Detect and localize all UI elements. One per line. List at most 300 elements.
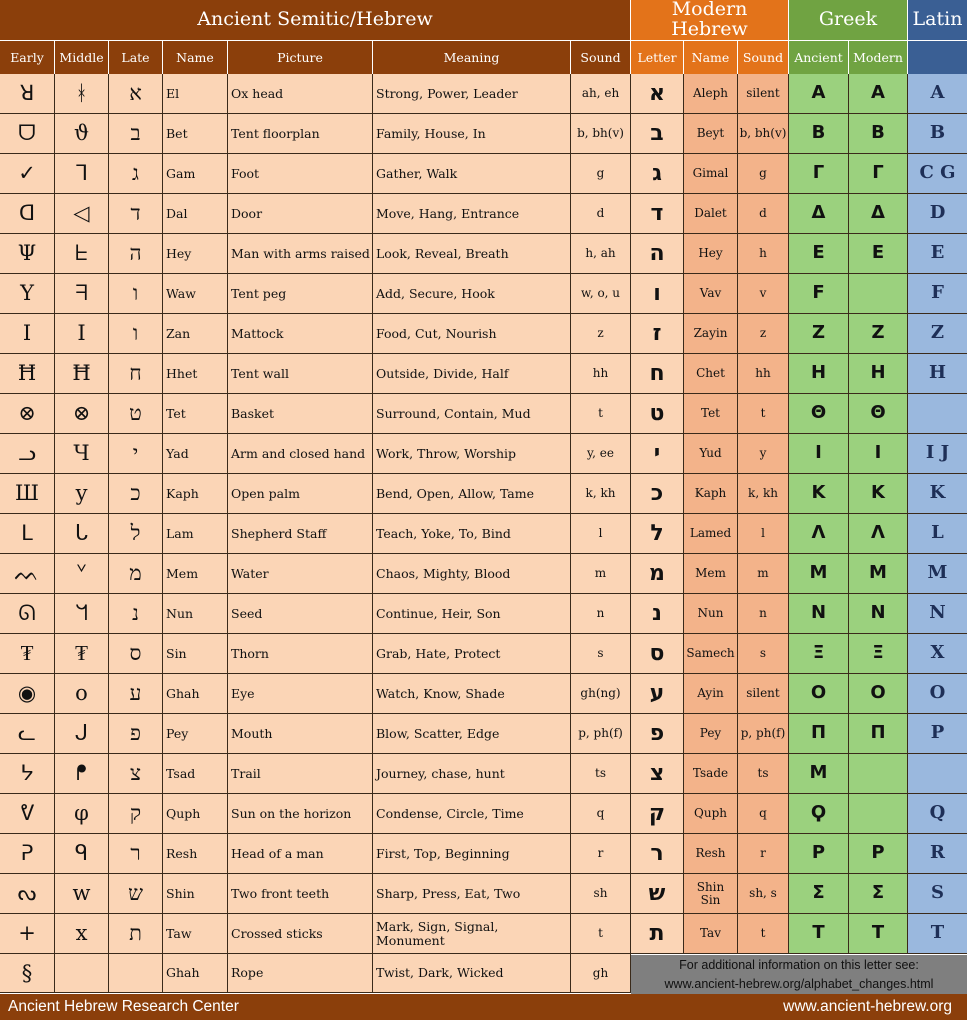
- modern-name: Beyt: [684, 114, 738, 154]
- col-header-meaning: Meaning: [373, 40, 571, 74]
- greek-modern: A: [849, 74, 908, 114]
- ancient-name: Kaph: [163, 474, 228, 514]
- late-glyph: ר: [109, 834, 163, 874]
- early-glyph: Ш: [0, 474, 55, 514]
- latin-letter: B: [908, 114, 967, 154]
- modern-name: Zayin: [684, 314, 738, 354]
- modern-sound: d: [738, 194, 789, 234]
- late-glyph: [109, 954, 163, 993]
- greek-modern: Δ: [849, 194, 908, 234]
- late-glyph: פ: [109, 714, 163, 754]
- modern-name: Ayin: [684, 674, 738, 714]
- latin-letter: S: [908, 874, 967, 914]
- early-glyph: ✓: [0, 154, 55, 194]
- modern-sound: t: [738, 394, 789, 434]
- middle-glyph: y: [55, 474, 109, 514]
- modern-letter: ע: [631, 674, 684, 714]
- modern-name: Resh: [684, 834, 738, 874]
- header-ancient-semitic: Ancient Semitic/Hebrew: [0, 0, 631, 40]
- picture-text: Seed: [228, 594, 373, 634]
- greek-modern: H: [849, 354, 908, 394]
- modern-sound: h: [738, 234, 789, 274]
- late-glyph: ל: [109, 514, 163, 554]
- ancient-sound: d: [571, 194, 631, 234]
- modern-sound: p, ph(f): [738, 714, 789, 754]
- header-latin: Latin: [908, 0, 967, 40]
- early-glyph: ⊗: [0, 394, 55, 434]
- middle-glyph: ᒍ: [55, 714, 109, 754]
- early-glyph: ᕈ: [0, 834, 55, 874]
- greek-ancient: B: [789, 114, 849, 154]
- picture-text: Head of a man: [228, 834, 373, 874]
- greek-ancient: Δ: [789, 194, 849, 234]
- modern-letter: ו: [631, 274, 684, 314]
- modern-letter: ת: [631, 914, 684, 954]
- modern-sound: r: [738, 834, 789, 874]
- modern-name: Kaph: [684, 474, 738, 514]
- greek-modern: I: [849, 434, 908, 474]
- modern-sound: y: [738, 434, 789, 474]
- col-header-early: Early: [0, 40, 55, 74]
- greek-ancient: H: [789, 354, 849, 394]
- note-line-1: For additional information on this letter see:: [679, 958, 919, 973]
- middle-glyph: w: [55, 874, 109, 914]
- picture-text: Ox head: [228, 74, 373, 114]
- modern-sound: s: [738, 634, 789, 674]
- latin-letter: H: [908, 354, 967, 394]
- latin-letter: X: [908, 634, 967, 674]
- col-header-letter: Letter: [631, 40, 684, 74]
- col-header-modern-name: Name: [684, 40, 738, 74]
- greek-ancient: K: [789, 474, 849, 514]
- picture-text: Rope: [228, 954, 373, 993]
- picture-text: Two front teeth: [228, 874, 373, 914]
- middle-glyph: Ч: [55, 434, 109, 474]
- ancient-name: Ghah: [163, 674, 228, 714]
- ancient-name: Dal: [163, 194, 228, 234]
- picture-text: Thorn: [228, 634, 373, 674]
- ancient-name: Waw: [163, 274, 228, 314]
- early-glyph: ᕓ: [0, 794, 55, 834]
- ancient-sound: hh: [571, 354, 631, 394]
- greek-modern: E: [849, 234, 908, 274]
- ancient-sound: ts: [571, 754, 631, 794]
- ancient-name: Mem: [163, 554, 228, 594]
- greek-ancient: I: [789, 434, 849, 474]
- latin-letter: A: [908, 74, 967, 114]
- early-glyph: ᨓ: [0, 554, 55, 594]
- picture-text: Man with arms raised: [228, 234, 373, 274]
- meaning-text: First, Top, Beginning: [373, 834, 571, 874]
- early-glyph: ᗜ: [0, 114, 55, 154]
- modern-name: Dalet: [684, 194, 738, 234]
- early-glyph: ᗡ: [0, 194, 55, 234]
- modern-name: Lamed: [684, 514, 738, 554]
- late-glyph: מ: [109, 554, 163, 594]
- meaning-text: Strong, Power, Leader: [373, 74, 571, 114]
- middle-glyph: Ħ: [55, 354, 109, 394]
- ancient-name: El: [163, 74, 228, 114]
- picture-text: Shepherd Staff: [228, 514, 373, 554]
- col-header-modern-sound: Sound: [738, 40, 789, 74]
- middle-glyph: ₮: [55, 634, 109, 674]
- ancient-name: Nun: [163, 594, 228, 634]
- early-glyph: §: [0, 954, 55, 993]
- ancient-name: Resh: [163, 834, 228, 874]
- late-glyph: ק: [109, 794, 163, 834]
- middle-glyph: ⊗: [55, 394, 109, 434]
- middle-glyph: [55, 954, 109, 993]
- greek-ancient: Θ: [789, 394, 849, 434]
- greek-modern: [849, 754, 908, 794]
- ancient-name: Shin: [163, 874, 228, 914]
- ancient-name: Tsad: [163, 754, 228, 794]
- latin-letter: N: [908, 594, 967, 634]
- modern-letter: כ: [631, 474, 684, 514]
- late-glyph: א: [109, 74, 163, 114]
- middle-glyph: ϑ: [55, 114, 109, 154]
- ancient-sound: r: [571, 834, 631, 874]
- middle-glyph: o: [55, 674, 109, 714]
- late-glyph: ב: [109, 114, 163, 154]
- middle-glyph: ᖻ: [55, 594, 109, 634]
- latin-letter: I J: [908, 434, 967, 474]
- modern-letter: ק: [631, 794, 684, 834]
- col-header-late: Late: [109, 40, 163, 74]
- ancient-sound: p, ph(f): [571, 714, 631, 754]
- modern-name: Yud: [684, 434, 738, 474]
- ancient-sound: z: [571, 314, 631, 354]
- modern-name: Mem: [684, 554, 738, 594]
- footer-website-link[interactable]: www.ancient-hebrew.org: [783, 998, 952, 1015]
- greek-ancient: Γ: [789, 154, 849, 194]
- early-glyph: ꓤ: [0, 74, 55, 114]
- modern-name: Gimal: [684, 154, 738, 194]
- modern-letter: נ: [631, 594, 684, 634]
- meaning-text: Sharp, Press, Eat, Two: [373, 874, 571, 914]
- picture-text: Mattock: [228, 314, 373, 354]
- modern-letter: ט: [631, 394, 684, 434]
- middle-glyph: x: [55, 914, 109, 954]
- modern-name: Chet: [684, 354, 738, 394]
- modern-sound: k, kh: [738, 474, 789, 514]
- meaning-text: Teach, Yoke, To, Bind: [373, 514, 571, 554]
- modern-sound: l: [738, 514, 789, 554]
- greek-modern: Γ: [849, 154, 908, 194]
- meaning-text: Work, Throw, Worship: [373, 434, 571, 474]
- modern-letter: י: [631, 434, 684, 474]
- modern-sound: m: [738, 554, 789, 594]
- modern-name: Nun: [684, 594, 738, 634]
- ancient-sound: g: [571, 154, 631, 194]
- latin-letter: O: [908, 674, 967, 714]
- meaning-text: Condense, Circle, Time: [373, 794, 571, 834]
- latin-letter: L: [908, 514, 967, 554]
- ancient-name: Bet: [163, 114, 228, 154]
- picture-text: Basket: [228, 394, 373, 434]
- greek-ancient: Z: [789, 314, 849, 354]
- col-header-greek-modern: Modern: [849, 40, 908, 74]
- modern-name: Tsade: [684, 754, 738, 794]
- meaning-text: Journey, chase, hunt: [373, 754, 571, 794]
- modern-letter: ס: [631, 634, 684, 674]
- modern-letter: ג: [631, 154, 684, 194]
- late-glyph: כ: [109, 474, 163, 514]
- picture-text: Foot: [228, 154, 373, 194]
- modern-sound: sh, s: [738, 874, 789, 914]
- meaning-text: Add, Secure, Hook: [373, 274, 571, 314]
- early-glyph: I: [0, 314, 55, 354]
- latin-letter: K: [908, 474, 967, 514]
- modern-name: Pey: [684, 714, 738, 754]
- col-header-sound: Sound: [571, 40, 631, 74]
- middle-glyph: ᑫ: [55, 834, 109, 874]
- early-glyph: Ψ: [0, 234, 55, 274]
- ancient-sound: l: [571, 514, 631, 554]
- latin-letter: [908, 754, 967, 794]
- modern-name: Vav: [684, 274, 738, 314]
- picture-text: Eye: [228, 674, 373, 714]
- modern-letter: מ: [631, 554, 684, 594]
- modern-sound: g: [738, 154, 789, 194]
- ancient-name: Sin: [163, 634, 228, 674]
- ancient-name: Ghah: [163, 954, 228, 993]
- greek-modern: P: [849, 834, 908, 874]
- modern-name: Samech: [684, 634, 738, 674]
- modern-sound: q: [738, 794, 789, 834]
- greek-ancient: T: [789, 914, 849, 954]
- early-glyph: ᘏ: [0, 594, 55, 634]
- greek-modern: Λ: [849, 514, 908, 554]
- latin-letter: E: [908, 234, 967, 274]
- late-glyph: ע: [109, 674, 163, 714]
- meaning-text: Twist, Dark, Wicked: [373, 954, 571, 993]
- early-glyph: ᔭ: [0, 754, 55, 794]
- ancient-sound: gh: [571, 954, 631, 993]
- col-header-name: Name: [163, 40, 228, 74]
- greek-modern: [849, 274, 908, 314]
- greek-ancient: F: [789, 274, 849, 314]
- late-glyph: ת: [109, 914, 163, 954]
- modern-letter: ז: [631, 314, 684, 354]
- latin-letter: F: [908, 274, 967, 314]
- greek-modern: Π: [849, 714, 908, 754]
- early-glyph: ᒪ: [0, 514, 55, 554]
- footer-org-name: Ancient Hebrew Research Center: [8, 998, 239, 1015]
- greek-modern: N: [849, 594, 908, 634]
- modern-letter: ד: [631, 194, 684, 234]
- col-header-middle: Middle: [55, 40, 109, 74]
- ancient-sound: t: [571, 914, 631, 954]
- ancient-sound: t: [571, 394, 631, 434]
- late-glyph: י: [109, 434, 163, 474]
- greek-modern: B: [849, 114, 908, 154]
- greek-ancient: P: [789, 834, 849, 874]
- modern-sound: silent: [738, 674, 789, 714]
- modern-sound: ts: [738, 754, 789, 794]
- early-glyph: Y: [0, 274, 55, 314]
- greek-ancient: Ξ: [789, 634, 849, 674]
- latin-letter: C G: [908, 154, 967, 194]
- modern-sound: t: [738, 914, 789, 954]
- modern-letter: ל: [631, 514, 684, 554]
- modern-sound: silent: [738, 74, 789, 114]
- ancient-sound: n: [571, 594, 631, 634]
- modern-letter: ש: [631, 874, 684, 914]
- meaning-text: Mark, Sign, Signal, Monument: [373, 914, 571, 954]
- greek-ancient: O: [789, 674, 849, 714]
- greek-modern: O: [849, 674, 908, 714]
- modern-name: Quph: [684, 794, 738, 834]
- early-glyph: ᓚ: [0, 714, 55, 754]
- ancient-sound: y, ee: [571, 434, 631, 474]
- picture-text: Crossed sticks: [228, 914, 373, 954]
- picture-text: Arm and closed hand: [228, 434, 373, 474]
- modern-sound: n: [738, 594, 789, 634]
- late-glyph: ו: [109, 274, 163, 314]
- early-glyph: +: [0, 914, 55, 954]
- modern-letter: ר: [631, 834, 684, 874]
- modern-sound: z: [738, 314, 789, 354]
- latin-letter: M: [908, 554, 967, 594]
- meaning-text: Look, Reveal, Breath: [373, 234, 571, 274]
- late-glyph: ח: [109, 354, 163, 394]
- greek-ancient: Λ: [789, 514, 849, 554]
- picture-text: Open palm: [228, 474, 373, 514]
- greek-modern: M: [849, 554, 908, 594]
- greek-modern: Ξ: [849, 634, 908, 674]
- early-glyph: Ħ: [0, 354, 55, 394]
- middle-glyph: I: [55, 314, 109, 354]
- meaning-text: Food, Cut, Nourish: [373, 314, 571, 354]
- greek-ancient: Ϙ: [789, 794, 849, 834]
- picture-text: Tent floorplan: [228, 114, 373, 154]
- greek-ancient: Σ: [789, 874, 849, 914]
- latin-letter: [908, 394, 967, 434]
- middle-glyph: ᖶ: [55, 234, 109, 274]
- early-glyph: ᓗ: [0, 434, 55, 474]
- middle-glyph: ᚼ: [55, 74, 109, 114]
- meaning-text: Move, Hang, Entrance: [373, 194, 571, 234]
- greek-ancient: Π: [789, 714, 849, 754]
- meaning-text: Continue, Heir, Son: [373, 594, 571, 634]
- modern-name: Tav: [684, 914, 738, 954]
- picture-text: Door: [228, 194, 373, 234]
- ancient-name: Gam: [163, 154, 228, 194]
- meaning-text: Grab, Hate, Protect: [373, 634, 571, 674]
- late-glyph: ד: [109, 194, 163, 234]
- greek-ancient: N: [789, 594, 849, 634]
- late-glyph: ט: [109, 394, 163, 434]
- middle-glyph: ᖰ: [55, 754, 109, 794]
- picture-text: Tent peg: [228, 274, 373, 314]
- middle-glyph: ᖷ: [55, 274, 109, 314]
- latin-letter: R: [908, 834, 967, 874]
- note-link[interactable]: www.ancient-hebrew.org/alphabet_changes.html: [664, 976, 934, 991]
- latin-letter: Q: [908, 794, 967, 834]
- greek-ancient: M: [789, 754, 849, 794]
- picture-text: Water: [228, 554, 373, 594]
- early-glyph: ₮: [0, 634, 55, 674]
- latin-letter: P: [908, 714, 967, 754]
- modern-letter: א: [631, 74, 684, 114]
- ancient-sound: b, bh(v): [571, 114, 631, 154]
- ancient-name: Pey: [163, 714, 228, 754]
- header-greek: Greek: [789, 0, 908, 40]
- late-glyph: ש: [109, 874, 163, 914]
- meaning-text: Blow, Scatter, Edge: [373, 714, 571, 754]
- meaning-text: Watch, Know, Shade: [373, 674, 571, 714]
- greek-modern: T: [849, 914, 908, 954]
- late-glyph: נ: [109, 594, 163, 634]
- greek-ancient: A: [789, 74, 849, 114]
- modern-letter: ה: [631, 234, 684, 274]
- early-glyph: ◉: [0, 674, 55, 714]
- col-header-picture: Picture: [228, 40, 373, 74]
- greek-modern: Z: [849, 314, 908, 354]
- ancient-name: Yad: [163, 434, 228, 474]
- modern-sound: b, bh(v): [738, 114, 789, 154]
- middle-glyph: ◁: [55, 194, 109, 234]
- late-glyph: ה: [109, 234, 163, 274]
- modern-letter: פ: [631, 714, 684, 754]
- greek-ancient: M: [789, 554, 849, 594]
- latin-letter: D: [908, 194, 967, 234]
- ancient-name: Quph: [163, 794, 228, 834]
- ancient-sound: h, ah: [571, 234, 631, 274]
- col-header-latin: [908, 40, 967, 74]
- modern-name: Aleph: [684, 74, 738, 114]
- late-glyph: ס: [109, 634, 163, 674]
- meaning-text: Bend, Open, Allow, Tame: [373, 474, 571, 514]
- picture-text: Tent wall: [228, 354, 373, 394]
- modern-name: Tet: [684, 394, 738, 434]
- ancient-name: Hey: [163, 234, 228, 274]
- middle-glyph: ᒣ: [55, 154, 109, 194]
- late-glyph: ג: [109, 154, 163, 194]
- latin-letter: T: [908, 914, 967, 954]
- late-glyph: צ: [109, 754, 163, 794]
- ancient-sound: sh: [571, 874, 631, 914]
- ancient-sound: s: [571, 634, 631, 674]
- modern-sound: v: [738, 274, 789, 314]
- ancient-sound: q: [571, 794, 631, 834]
- greek-modern: K: [849, 474, 908, 514]
- picture-text: Trail: [228, 754, 373, 794]
- ancient-name: Hhet: [163, 354, 228, 394]
- ancient-sound: k, kh: [571, 474, 631, 514]
- middle-glyph: ᘁ: [55, 554, 109, 594]
- greek-modern: Σ: [849, 874, 908, 914]
- modern-letter: ח: [631, 354, 684, 394]
- header-modern-hebrew: Modern Hebrew: [631, 0, 789, 40]
- picture-text: Mouth: [228, 714, 373, 754]
- ancient-sound: gh(ng): [571, 674, 631, 714]
- ancient-sound: m: [571, 554, 631, 594]
- ancient-sound: w, o, u: [571, 274, 631, 314]
- modern-name: Shin Sin: [684, 874, 738, 914]
- meaning-text: Chaos, Mighty, Blood: [373, 554, 571, 594]
- meaning-text: Gather, Walk: [373, 154, 571, 194]
- early-glyph: ᔓ: [0, 874, 55, 914]
- ancient-name: Zan: [163, 314, 228, 354]
- modern-letter: צ: [631, 754, 684, 794]
- ancient-sound: ah, eh: [571, 74, 631, 114]
- ancient-name: Taw: [163, 914, 228, 954]
- footer-bar: [0, 994, 967, 1020]
- picture-text: Sun on the horizon: [228, 794, 373, 834]
- col-header-greek-ancient: Ancient: [789, 40, 849, 74]
